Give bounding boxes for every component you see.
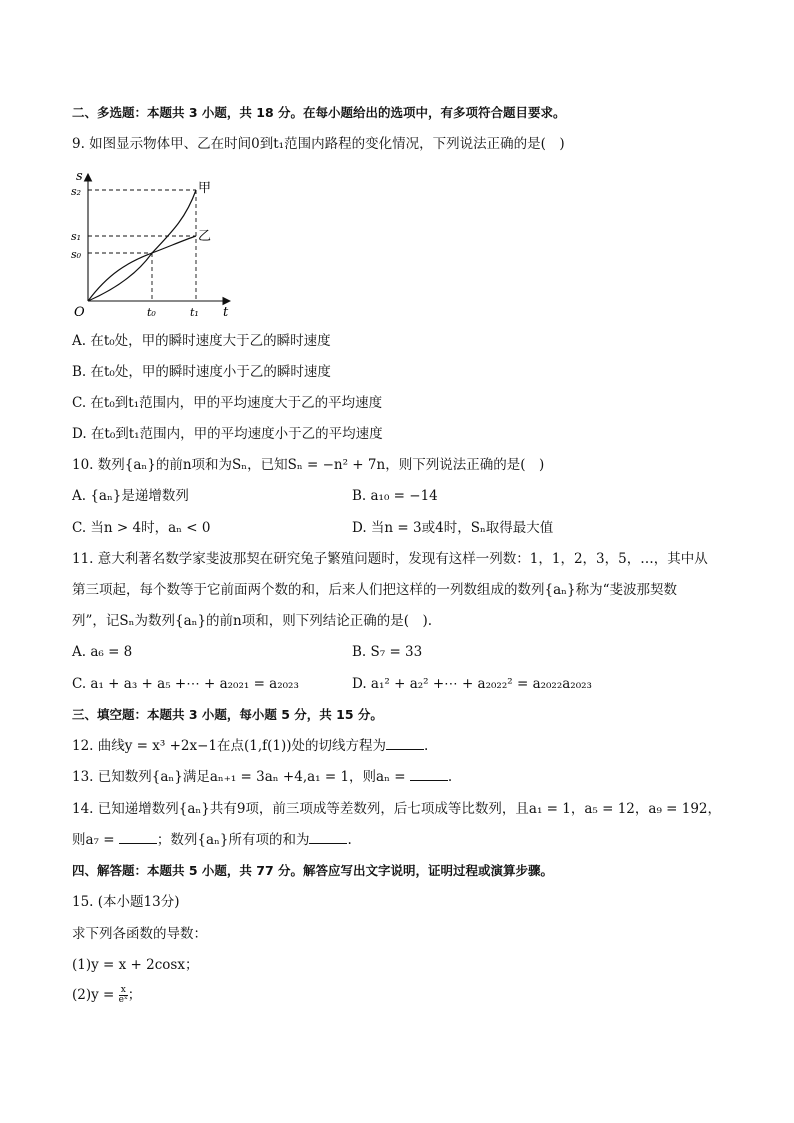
- q11-option-c: C. a₁ + a₃ + a₅ +⋯ + a₂₀₂₁ = a₂₀₂₃: [72, 676, 299, 692]
- t0-label: t₀: [147, 306, 156, 319]
- fraction-numerator: x: [119, 986, 128, 996]
- q11-stem-line1: 11. 意大利著名数学家斐波那契在研究兔子繁殖问题时，发现有这样一列数：1，1，2，3，5，…，其中从: [72, 551, 708, 567]
- q12-text: 12. 曲线y = x³ +2x−1在点(1,f(1))处的切线方程为: [72, 738, 387, 754]
- q10-stem: 10. 数列{aₙ}的前n项和为Sₙ，已知Sₙ = −n² + 7n，则下列说法正确的是( ): [72, 457, 545, 473]
- origin-label: O: [74, 305, 85, 320]
- q15-prompt: 求下列各函数的导数：: [72, 926, 207, 942]
- q15-part2: [72, 986, 141, 1005]
- q11-stem-line3: 列”，记Sₙ为数列{aₙ}的前n项和，则下列结论正确的是( ).: [72, 613, 433, 629]
- q14-line2-b: ；数列{aₙ}所有项的和为: [156, 832, 310, 848]
- fraction-denominator: eˣ: [118, 995, 128, 1005]
- q10-option-a: A. {aₙ}是递增数列: [72, 488, 189, 504]
- q15-part2-fraction: [119, 986, 128, 1005]
- q10-option-c: C. 当n > 4时，aₙ < 0: [72, 520, 211, 536]
- q10-option-b: B. a₁₀ = −14: [352, 488, 438, 504]
- q9-option-a: A. 在t₀处，甲的瞬时速度大于乙的瞬时速度: [72, 333, 331, 349]
- q11-option-a: A. a₆ = 8: [72, 644, 133, 660]
- q14-answer-blank-2: [309, 831, 347, 844]
- q9-stem: 9. 如图显示物体甲、乙在时间0到t₁范围内路程的变化情况，下列说法正确的是( ): [72, 136, 565, 152]
- curve-jia: [88, 190, 196, 301]
- q9-graph: [68, 170, 238, 320]
- s0-label: s₀: [71, 248, 82, 261]
- axis-s-label: s: [76, 170, 83, 184]
- q15-part2-suffix: ；: [127, 987, 142, 1003]
- section2-header: 二、多选题：本题共 3 小题，共 18 分。在每小题给出的选项中，有多项符合题目要求。: [72, 105, 566, 120]
- q13-answer-blank: [410, 768, 448, 781]
- section4-header: 四、解答题：本题共 5 小题，共 77 分。解答应写出文字说明，证明过程或演算步骤。: [72, 863, 554, 878]
- q12-answer-blank: [386, 737, 424, 750]
- axis-t-label: t: [223, 305, 229, 320]
- q15-title: 15. (本小题13分): [72, 894, 180, 910]
- q9-option-b: B. 在t₀处，甲的瞬时速度小于乙的瞬时速度: [72, 364, 331, 380]
- q12: 12. 曲线y = x³ +2x−1在点(1,f(1))处的切线方程为 .: [72, 738, 429, 754]
- curve-yi: [88, 236, 196, 301]
- q13-text: 13. 已知数列{aₙ}满足aₙ₊₁ = 3aₙ +4,a₁ = 1，则aₙ =: [72, 769, 406, 785]
- q9-option-d: D. 在t₀到t₁范围内，甲的平均速度小于乙的平均速度: [72, 426, 383, 442]
- section3-header: 三、填空题：本题共 3 小题，每小题 5 分，共 15 分。: [72, 707, 383, 722]
- q11-stem-line2: 第三项起，每个数等于它前面两个数的和，后来人们把这样的一列数组成的数列{aₙ}称为“斐波那契数: [72, 582, 677, 598]
- q9-option-c: C. 在t₀到t₁范围内，甲的平均速度大于乙的平均速度: [72, 395, 383, 411]
- t1-label: t₁: [190, 306, 199, 319]
- s2-label: s₂: [71, 185, 82, 198]
- q15-part2-prefix: (2)y =: [72, 987, 115, 1003]
- q10-option-d: D. 当n = 3或4时，Sₙ取得最大值: [352, 520, 554, 536]
- q13: 13. 已知数列{aₙ}满足aₙ₊₁ = 3aₙ +4,a₁ = 1，则aₙ = .: [72, 769, 453, 785]
- s1-label: s₁: [71, 230, 82, 243]
- q11-option-d: D. a₁² + a₂² +⋯ + a₂₀₂₂² = a₂₀₂₂a₂₀₂₃: [352, 676, 592, 692]
- q14-line2: 则a₇ = ；数列{aₙ}所有项的和为 .: [72, 832, 352, 848]
- curve-jia-label: 甲: [198, 181, 212, 196]
- q14-line1: 14. 已知递增数列{aₙ}共有9项，前三项成等差数列，后七项成等比数列，且a₁ = 1，a₅ = 12，a₉ = 192，: [72, 801, 722, 817]
- q14-answer-blank-1: [119, 831, 157, 844]
- q14-line2-a: 则a₇ =: [72, 832, 115, 848]
- curve-yi-label: 乙: [198, 229, 212, 244]
- q11-option-b: B. S₇ = 33: [352, 644, 423, 660]
- q15-part1: (1)y = x + 2cosx；: [72, 957, 199, 973]
